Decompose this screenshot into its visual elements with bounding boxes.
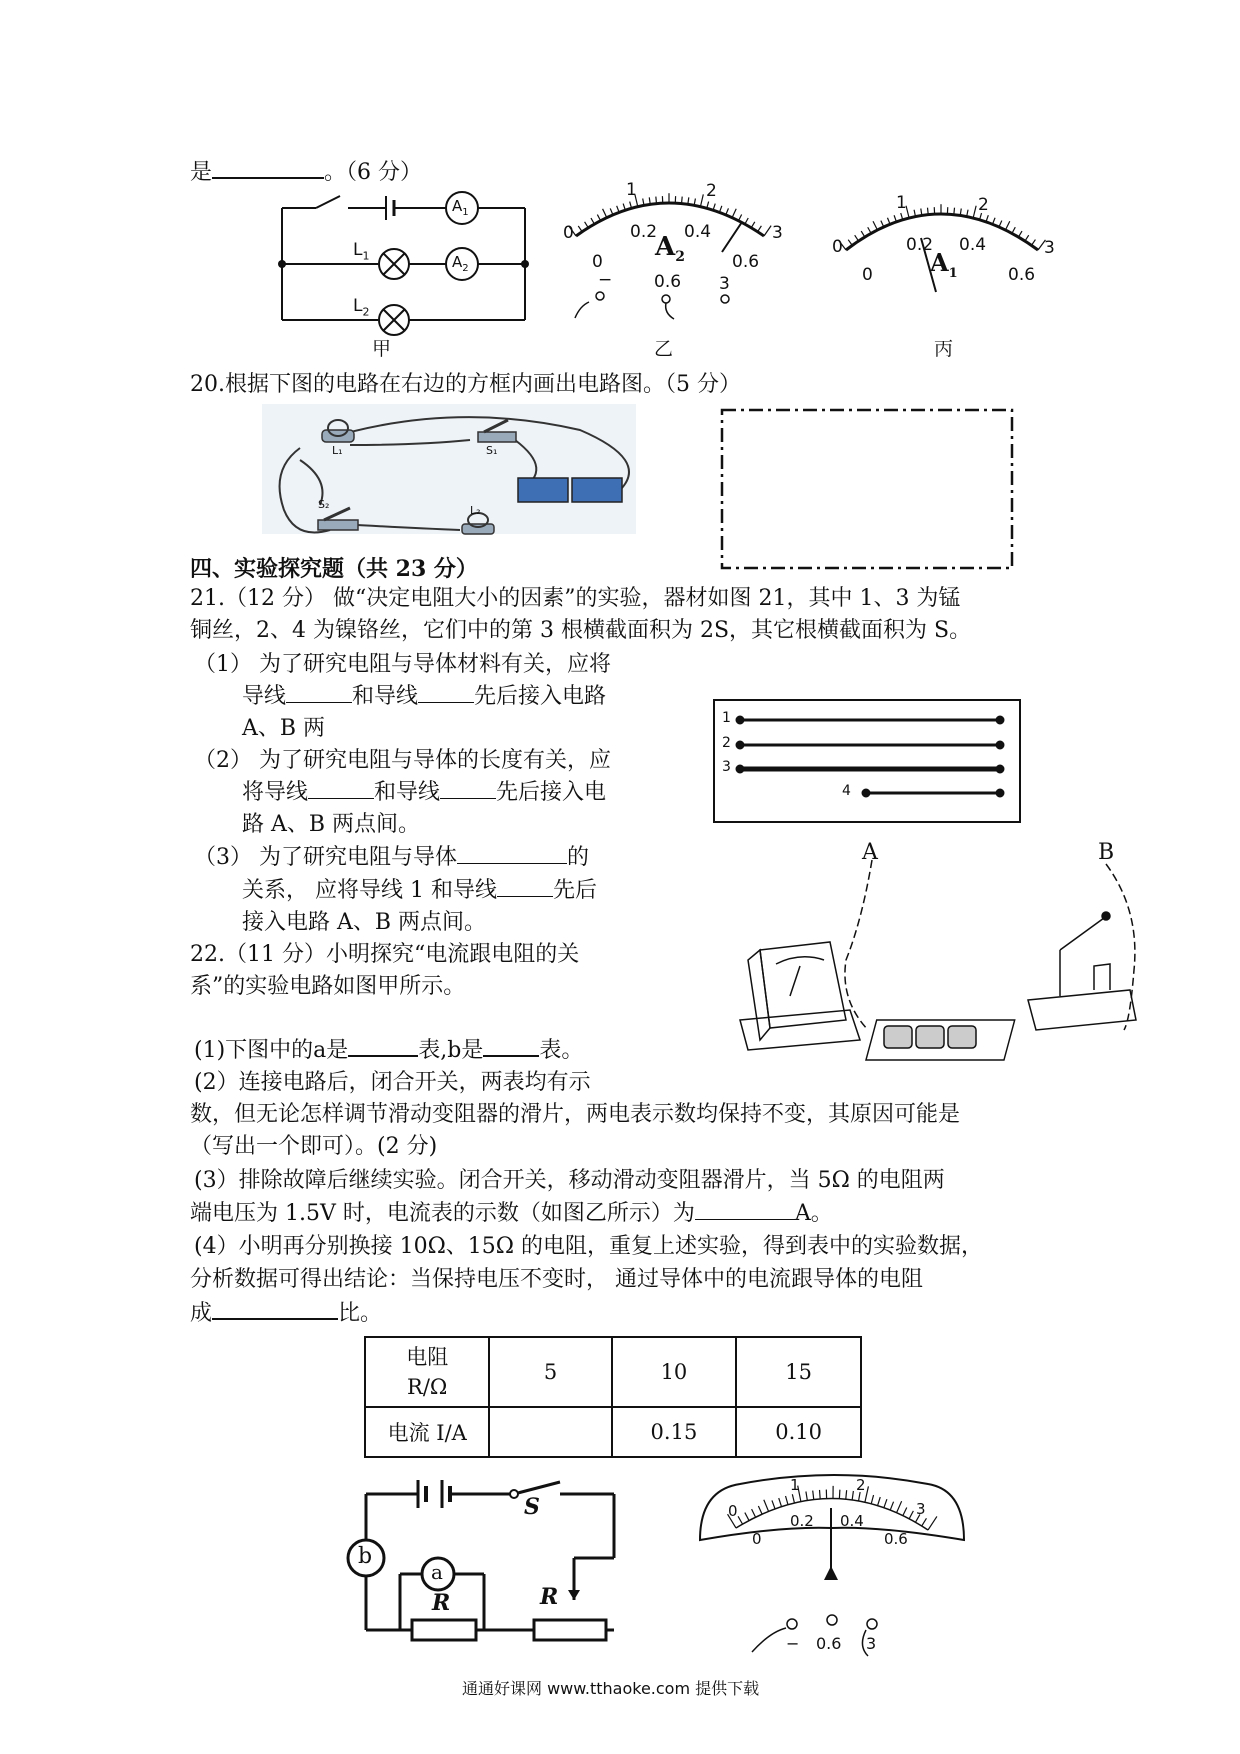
rheostat-label: R — [540, 1584, 559, 1610]
q22-terminal-06: 0.6 — [816, 1634, 842, 1653]
dial-tick — [852, 1491, 853, 1500]
lamp-l1-label: $L_1$ — [353, 240, 370, 263]
q22-dial-bottom-3: 0.6 — [884, 1530, 908, 1548]
q22-p2-c: （写出一个即可）。(2 分) — [190, 1134, 438, 1159]
dial-tick — [792, 1494, 794, 1503]
q20-text: 20.根据下图的电路在右边的方框内画出电路图。（5 分） — [190, 372, 741, 397]
wire-label-1: 1 — [722, 710, 731, 726]
dial-bing-bottom-1: 0.2 — [906, 235, 934, 255]
dial-bing-bottom-3: 0.6 — [1008, 265, 1036, 285]
dial-tick — [820, 1490, 821, 1499]
q21-p3-b: 关系， 应将导线 1 和导线 先后 — [242, 878, 597, 903]
dial-tick — [903, 1508, 907, 1516]
q22-line2: 系”的实验电路如图甲所示。 — [190, 974, 466, 999]
dial-yi-top-1: 1 — [626, 180, 637, 200]
q22-p1: (1)下图中的a是 表,b是 表。 — [194, 1035, 583, 1066]
lamp-l2-label: $L_2$ — [353, 296, 370, 319]
q21-p1-c: A、B 两 — [242, 716, 326, 741]
dial-bing-top-3: 3 — [1044, 238, 1055, 258]
q22-terminal-minus: − — [786, 1634, 800, 1653]
meter-a1-label: $A_1$ — [452, 197, 469, 218]
q22-dial-top-2: 2 — [856, 1476, 866, 1494]
table-cell-r3: 15 — [736, 1337, 861, 1407]
dial-tick — [890, 1502, 893, 1510]
q21-p2-a: （2） 为了研究电阻与导体的长度有关，应 — [194, 748, 611, 773]
dial-tick — [806, 1492, 807, 1501]
section4-heading: 四、实验探究题（共 23 分） — [190, 556, 478, 582]
dial-bing-bottom-2: 0.4 — [959, 235, 987, 255]
q22-dial-bottom-0: 0 — [752, 1530, 762, 1548]
q21-line1: 21.（12 分） 做“决定电阻大小的因素”的实验，器材如图 21，其中 1、3 为锰 — [190, 586, 961, 611]
dial-yi-top-0: 0 — [563, 223, 574, 243]
photo-label-s1: S₁ — [486, 444, 498, 457]
point-a-label: A — [862, 840, 878, 865]
q22-p2-a: (2）连接电路后，闭合开关，两表均有示 — [194, 1070, 591, 1095]
dial-tick — [779, 1498, 782, 1507]
q22-switch-label: S — [524, 1494, 540, 1520]
dial-tick — [764, 1500, 769, 1512]
dial-yi-top-2: 2 — [706, 181, 717, 201]
dial-bing-top-1: 1 — [896, 193, 907, 213]
dial-tick — [752, 1509, 756, 1517]
photo-label-l1: L₁ — [332, 444, 343, 457]
q22-dial-top-1: 1 — [790, 1476, 800, 1494]
q21-p3-c: 接入电路 A、B 两点间。 — [242, 910, 487, 935]
dial-tick — [928, 1516, 937, 1530]
dial-tick — [922, 1518, 927, 1526]
q22-dial-top-0: 0 — [728, 1502, 738, 1520]
dial-tick — [786, 1496, 788, 1505]
wire-label-3: 3 — [722, 759, 731, 775]
table-cell-r2: 10 — [612, 1337, 737, 1407]
dial-tick — [758, 1506, 762, 1514]
meter-a-label: a — [431, 1560, 443, 1584]
meter-b-label: b — [358, 1544, 373, 1569]
table-cell-i3: 0.10 — [736, 1407, 861, 1457]
dial-tick — [871, 1495, 873, 1504]
dial-tick — [846, 1490, 847, 1499]
dial-yi-terminal-minus: − — [598, 270, 613, 290]
dial-yi-bottom-0: 0 — [592, 252, 603, 272]
table-cell-i2: 0.15 — [612, 1407, 737, 1457]
q19-suffix: 。（6 分） — [324, 160, 423, 185]
dial-yi-terminal-3: 3 — [719, 274, 730, 294]
q21-p2-c: 路 A、B 两点间。 — [242, 812, 421, 837]
dial-tick — [745, 1513, 749, 1521]
dial-bing-bottom-0: 0 — [862, 265, 873, 285]
dial-yi-bottom-2: 0.4 — [684, 222, 712, 242]
q22-p4-c: 成 比。 — [190, 1298, 382, 1329]
q22-p4-a: (4）小明再分别换接 10Ω、15Ω 的电阻，重复上述实验，得到表中的实验数据， — [194, 1234, 984, 1259]
dial-yi-bottom-3: 0.6 — [732, 252, 760, 272]
q22-p2-b: 数，但无论怎样调节滑动变阻器的滑片，两电表示数均保持不变，其原因可能是 — [190, 1102, 961, 1127]
wire-label-4: 4 — [842, 783, 851, 799]
table-head-current: 电流 I/A — [365, 1407, 489, 1457]
dial-yi-bottom-1: 0.2 — [630, 222, 658, 242]
q22-dial-top-3: 3 — [916, 1500, 926, 1518]
dial-yi-unit: $A_2$ — [655, 232, 685, 266]
q19-prefix: 是 — [190, 160, 213, 185]
q21-p1-a: （1） 为了研究电阻与导体材料有关，应将 — [194, 652, 611, 677]
label-jia: 甲 — [372, 338, 392, 360]
dial-tick — [772, 1500, 775, 1508]
point-b-label: B — [1098, 840, 1115, 865]
dial-bing-top-0: 0 — [832, 237, 843, 257]
q22-p3-b: 端电压为 1.5V 时，电流表的示数（如图乙所示）为 A。 — [190, 1201, 833, 1226]
photo-label-s2: S₂ — [318, 498, 330, 511]
meter-a2-label: $A_2$ — [452, 253, 469, 274]
dial-tick — [813, 1491, 814, 1500]
wire-label-2: 2 — [722, 735, 731, 751]
dial-yi-terminal-06: 0.6 — [654, 272, 682, 292]
q22-dial-bottom-1: 0.2 — [790, 1512, 814, 1530]
resistor-label: R — [432, 1590, 451, 1616]
q22-terminal-3: 3 — [866, 1634, 877, 1653]
dial-tick — [738, 1516, 742, 1524]
label-bing: 丙 — [934, 338, 954, 360]
dial-tick — [909, 1511, 913, 1519]
q21-p3-a: （3） 为了研究电阻与导体 的 — [194, 845, 590, 870]
photo-label-l2: L₂ — [470, 504, 481, 517]
q21-line2: 铜丝，2、4 为镍铬丝，它们中的第 3 根横截面积为 2S，其它根横截面积为 S。 — [190, 618, 972, 643]
dial-tick — [878, 1497, 881, 1506]
q22-dial-bottom-2: 0.4 — [840, 1512, 864, 1530]
q21-p1-b: 导线 和导线 先后接入电路 — [242, 684, 607, 709]
table-cell-r1: 5 — [489, 1337, 611, 1407]
table-head-resistance: 电阻 R/Ω — [365, 1337, 489, 1407]
dial-tick — [897, 1501, 902, 1513]
dial-tick — [884, 1499, 887, 1507]
q21-p2-b: 将导线 和导线 先后接入电 — [242, 780, 607, 805]
dial-yi-top-3: 3 — [772, 223, 783, 243]
q22-p3-a: (3）排除故障后继续实验。闭合开关，移动滑动变阻器滑片，当 5Ω 的电阻两 — [194, 1168, 945, 1193]
page-footer: 通通好课网 www.tthaoke.com 提供下载 — [462, 1679, 760, 1698]
label-yi: 乙 — [654, 338, 674, 360]
q22-line1: 22.（11 分）小明探究“电流跟电阻的关 — [190, 942, 580, 967]
dial-bing-unit: $A_1$ — [930, 248, 958, 281]
q22-p4-b: 分析数据可得出结论：当保持电压不变时， 通过导体中的电流跟导体的电阻 — [190, 1267, 923, 1292]
dial-bing-top-2: 2 — [978, 195, 989, 215]
